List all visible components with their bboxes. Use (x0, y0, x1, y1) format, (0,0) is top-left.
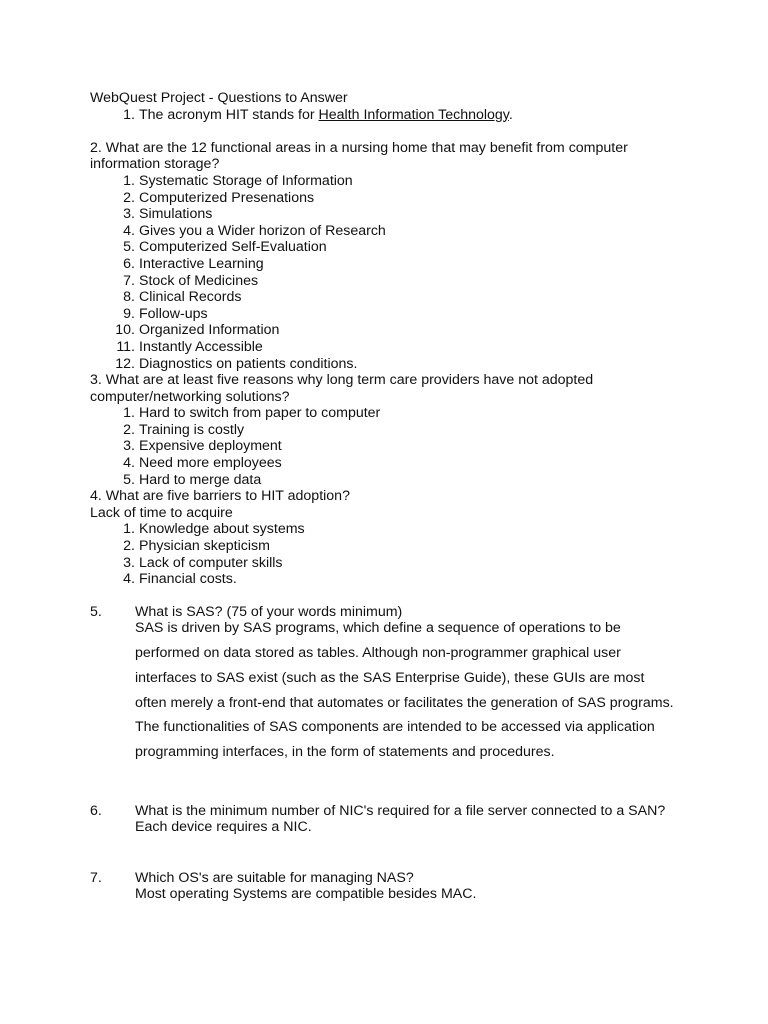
q1-number: 1. (123, 106, 135, 123)
q5-number: 5. (90, 603, 102, 620)
q6-block (90, 803, 690, 836)
q3-question-line2: computer/networking solutions? (90, 388, 290, 405)
q4-lead: Lack of time to acquire (90, 504, 233, 521)
q3-question-line1: 3. What are at least five reasons why long term care providers have not adopted (90, 372, 594, 389)
q2-question-line2: information storage? (90, 156, 220, 173)
list-item: 9. Follow-ups (123, 305, 208, 322)
list-item: 12. Diagnostics on patients conditions. (115, 355, 358, 372)
list-item: 7. Stock of Medicines (123, 272, 259, 289)
list-item: 5. Computerized Self-Evaluation (123, 239, 327, 256)
list-item: 2. Training is costly (123, 421, 245, 438)
list-item: 3. Simulations (123, 206, 213, 223)
q6-question: What is the minimum number of NIC's required for a file server connected to a SAN? (135, 802, 666, 819)
list-item: 4. Financial costs. (123, 571, 237, 588)
list-item: 11. Instantly Accessible (116, 338, 263, 355)
q1-suffix: . (508, 106, 513, 123)
q7-answer: Most operating Systems are compatible besides MAC. (135, 886, 477, 903)
q3-list (90, 405, 690, 488)
list-item: 6. Interactive Learning (123, 255, 264, 272)
q7-block (90, 870, 690, 903)
list-item: 1. Hard to switch from paper to computer (123, 405, 381, 422)
q5-question: What is SAS? (75 of your words minimum) (135, 603, 403, 620)
list-item: 3. Expensive deployment (123, 438, 282, 455)
list-item: 8. Clinical Records (123, 289, 242, 306)
q1-prefix: The acronym HIT stands for (139, 106, 319, 123)
document-title: WebQuest Project - Questions to Answer (90, 90, 348, 106)
q6-number: 6. (90, 802, 102, 819)
q5-answer: SAS is driven by SAS programs, which define a sequence of operations to be performed on data stored as tables. Although non-programmer graphical user interfaces to SAS exist (such as the SAS Enterprise Guide), these GUIs are most often merely a front-end that automates or facilitates the generation of SAS programs. The functionalities of SAS components are intended to be accessed via application programming interfaces, in the form of statements and procedures. (135, 620, 674, 760)
list-item: 4. Need more employees (123, 455, 282, 472)
q2-question-line1: 2. What are the 12 functional areas in a nursing home that may benefit from computer (90, 139, 628, 156)
q6-answer: Each device requires a NIC. (135, 819, 312, 836)
list-item: 1. Systematic Storage of Information (123, 172, 353, 189)
list-item: 2. Physician skepticism (123, 538, 270, 555)
q1-answer: Health Information Technology (318, 106, 509, 123)
q7-number: 7. (90, 869, 102, 886)
q1-item (90, 107, 690, 124)
q5-block (90, 604, 690, 765)
q2-list (90, 173, 690, 372)
list-item: 4. Gives you a Wider horizon of Research (123, 222, 386, 239)
list-item: 2. Computerized Presenations (123, 189, 315, 206)
list-item: 5. Hard to merge data (123, 471, 262, 488)
q4-list (90, 521, 690, 587)
list-item: 1. Knowledge about systems (123, 521, 305, 538)
q7-question: Which OS's are suitable for managing NAS? (135, 869, 414, 886)
document-body (90, 90, 690, 903)
list-item: 3. Lack of computer skills (123, 554, 283, 571)
list-item: 10. Organized Information (115, 322, 280, 339)
q4-question: 4. What are five barriers to HIT adoption? (90, 488, 350, 505)
